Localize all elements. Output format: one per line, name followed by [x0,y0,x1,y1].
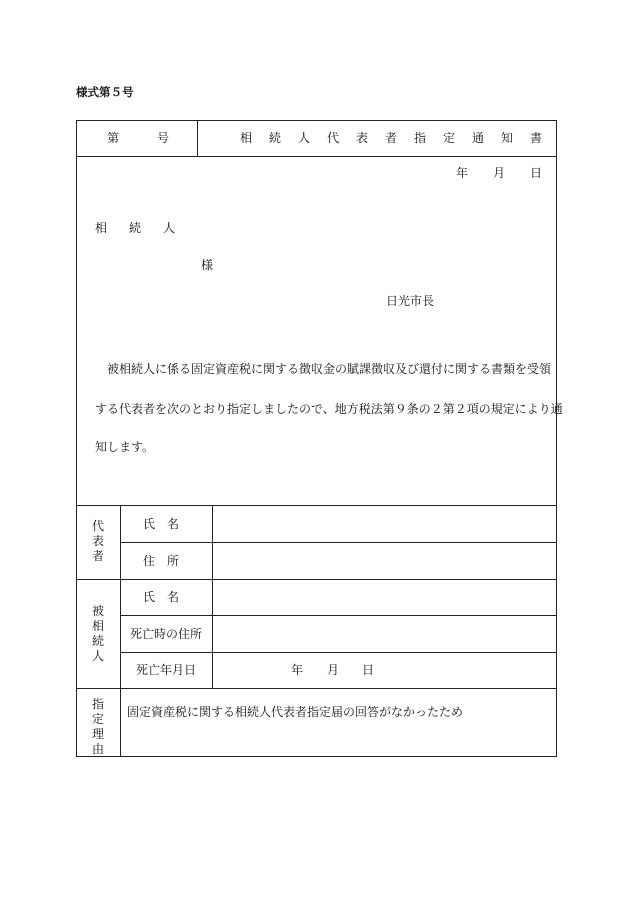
representative-address-label: 住 所 [143,554,180,568]
deceased-address-label: 死亡時の住所 [130,627,203,641]
date-year: 年 [456,166,469,180]
divider [212,505,213,688]
form-number: 様式第５号 [76,85,134,99]
divider [197,120,198,156]
deceased-name-label: 氏 名 [143,590,180,604]
divider [76,156,557,157]
death-month: 月 [327,663,340,677]
body-line-2: する代表者を次のとおり指定しましたので、地方税法第９条の２第２項の規定により通 [95,402,563,416]
date-month: 月 [493,166,506,180]
divider [76,505,557,506]
addressee-label: 相続人 [95,221,198,235]
divider [76,688,557,689]
divider [120,652,557,653]
reason-section-label: 指定理由 [91,697,104,756]
date-day: 日 [530,166,543,180]
document-title: 相続人代表者指定通知書 [240,131,560,145]
reason-text: 固定資産税に関する相続人代表者指定届の回答がなかったため [127,705,464,719]
divider [120,505,121,757]
representative-section-label: 代表者 [91,519,104,563]
number-suffix: 号 [157,131,170,145]
body-line-1: 被相続人に係る固定資産税に関する徴収金の賦課徴収及び還付に関する書類を受領 [107,362,552,376]
divider [76,579,557,580]
divider [120,615,557,616]
notice-form-table [76,120,560,757]
death-year: 年 [291,663,304,677]
divider [120,542,557,543]
deceased-death-date-label: 死亡年月日 [136,663,197,677]
body-line-3: 知します。 [95,440,155,454]
deceased-section-label: 被相続人 [91,604,104,663]
addressee-honorific: 様 [201,258,214,272]
issuer: 日光市長 [386,294,435,308]
representative-name-label: 氏 名 [143,517,180,531]
death-day: 日 [362,663,375,677]
number-prefix: 第 [107,131,120,145]
